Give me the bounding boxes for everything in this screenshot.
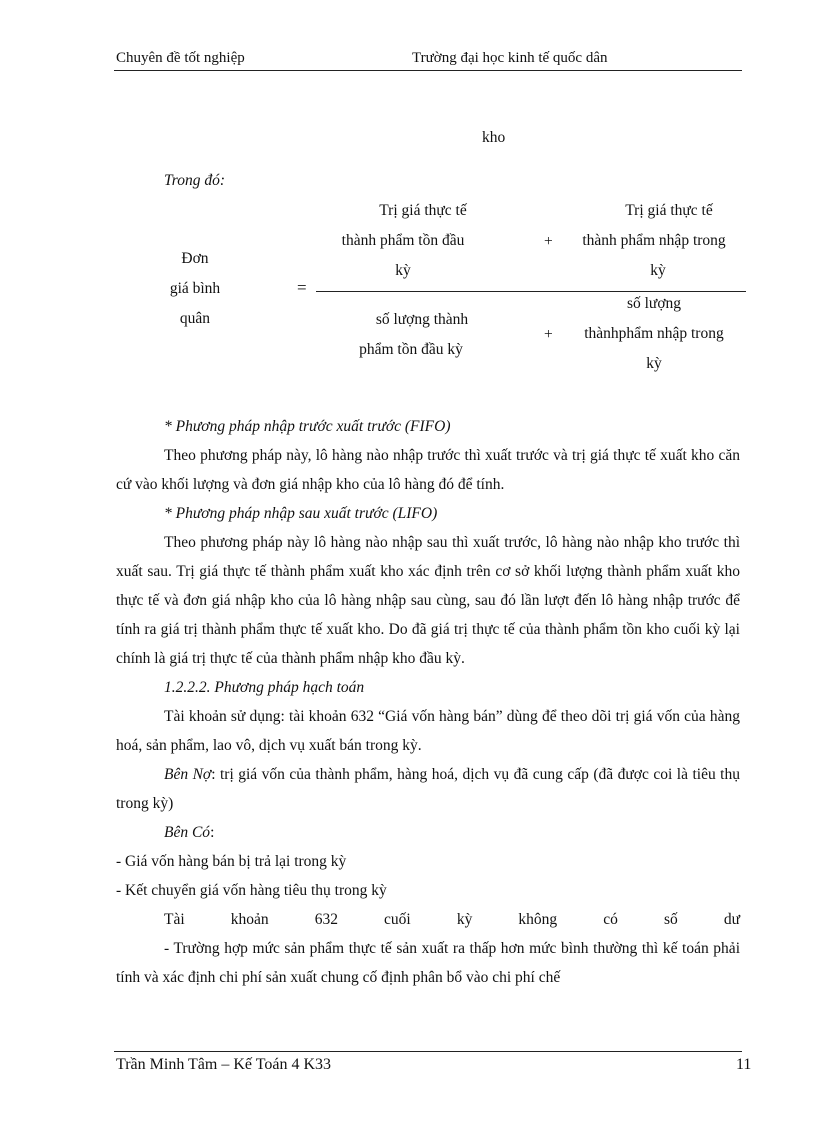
num-right-line-2: thành phẩm nhập trong [582, 232, 726, 249]
account-paragraph: Tài khoản sử dụng: tài khoản 632 “Giá vốn hàng bán” dùng để theo dõi trị giá vốn của hàng hoá, sản phẩm, lao vô, dịch vụ xuất bán trong kỳ. [116, 708, 740, 754]
header-right: Trường đại học kinh tế quốc dân [412, 50, 608, 66]
ben-no-label: Bên Nợ [164, 766, 212, 783]
num-left-line-2: thành phẩm tồn đầu [341, 232, 465, 249]
section-heading: 1.2.2.2. Phương pháp hạch toán [164, 679, 365, 696]
footer-author: Trần Minh Tâm – Kế Toán 4 K33 [116, 1056, 332, 1073]
num-right-line-3: kỳ [650, 262, 666, 279]
den-left-line-2: phẩm tồn đầu kỳ [359, 341, 463, 358]
num-left-line-1: Trị giá thực tế [379, 202, 467, 219]
lifo-heading: * Phương pháp nhập sau xuất trước (LIFO) [164, 505, 438, 522]
body-text [116, 412, 740, 992]
equals-sign: = [297, 278, 307, 297]
formula-lhs [150, 244, 240, 334]
page-number: 11 [736, 1056, 752, 1073]
list-item-2: - Kết chuyển giá vốn hàng tiêu thụ trong kỳ [116, 882, 387, 899]
num-right-line-1: Trị giá thực tế [625, 202, 713, 219]
numerator-left [318, 196, 488, 286]
lifo-paragraph: Theo phương pháp này lô hàng nào nhập sau thì xuất trước, lô hàng nào nhập kho trước thì xuất sau. Trị giá thực tế thành phẩm xuất kho xác định trên cơ sở khối lượng thành phẩm xuất kho thực tế và đơn giá nhập kho của lô hàng nhập sau cùng, sau đó lần lượt đến lô hàng nhập trước để tính ra giá trị thành phẩm thực tế xuất kho. Do đã giá trị thực tế của thành phẩm tồn kho cuối kỳ lại chính là giá trị thực tế của thành phẩm nhập kho đầu kỳ. [116, 534, 740, 667]
lhs-line-3: quân [179, 310, 211, 327]
fifo-heading: * Phương pháp nhập trước xuất trước (FIFO) [164, 418, 451, 435]
den-right-line-2: thànhphẩm nhập trong [584, 325, 724, 342]
lhs-line-1: Đơn [181, 250, 209, 267]
footer-rule [114, 1051, 742, 1052]
ben-co-colon: : [210, 824, 215, 841]
den-right-line-1: số lượng [626, 295, 682, 312]
denominator-left [326, 305, 496, 365]
trong-do-label: Trong đó: [164, 172, 226, 189]
den-right-line-3: kỳ [646, 355, 662, 372]
ben-co-line [116, 818, 740, 847]
ben-co-label: Bên Có [164, 824, 211, 841]
top-word: kho [482, 129, 506, 146]
header-rule [114, 70, 742, 71]
denominator-right [566, 289, 742, 379]
den-left-line-1: số lượng thành [375, 311, 469, 328]
num-left-line-3: kỳ [395, 262, 411, 279]
ben-no-paragraph [116, 760, 740, 818]
list-item-1: - Giá vốn hàng bán bị trả lại trong kỳ [116, 853, 347, 870]
last-paragraph: - Trường hợp mức sản phẩm thực tế sản xuất ra thấp hơn mức bình thường thì kế toán phải tính và xác định chi phí sản xuất chung cố định phân bổ vào chi phí chế [116, 940, 740, 986]
denominator-plus: + [544, 326, 553, 343]
lhs-line-2: giá bình [169, 280, 221, 297]
tk632-line: Tài khoản 632 cuối kỳ không có số dư [164, 911, 740, 928]
ben-no-text: : trị giá vốn của thành phẩm, hàng hoá, dịch vụ đã cung cấp (đã được coi là tiêu thụ trong kỳ) [116, 766, 740, 812]
header-left: Chuyên đề tốt nghiệp [116, 50, 245, 66]
numerator-plus: + [544, 233, 553, 250]
numerator-right [566, 196, 742, 286]
fifo-paragraph: Theo phương pháp này, lô hàng nào nhập trước thì xuất trước và trị giá thực tế xuất kho căn cứ vào khối lượng và đơn giá nhập kho của lô hàng đó để tính. [116, 447, 740, 493]
